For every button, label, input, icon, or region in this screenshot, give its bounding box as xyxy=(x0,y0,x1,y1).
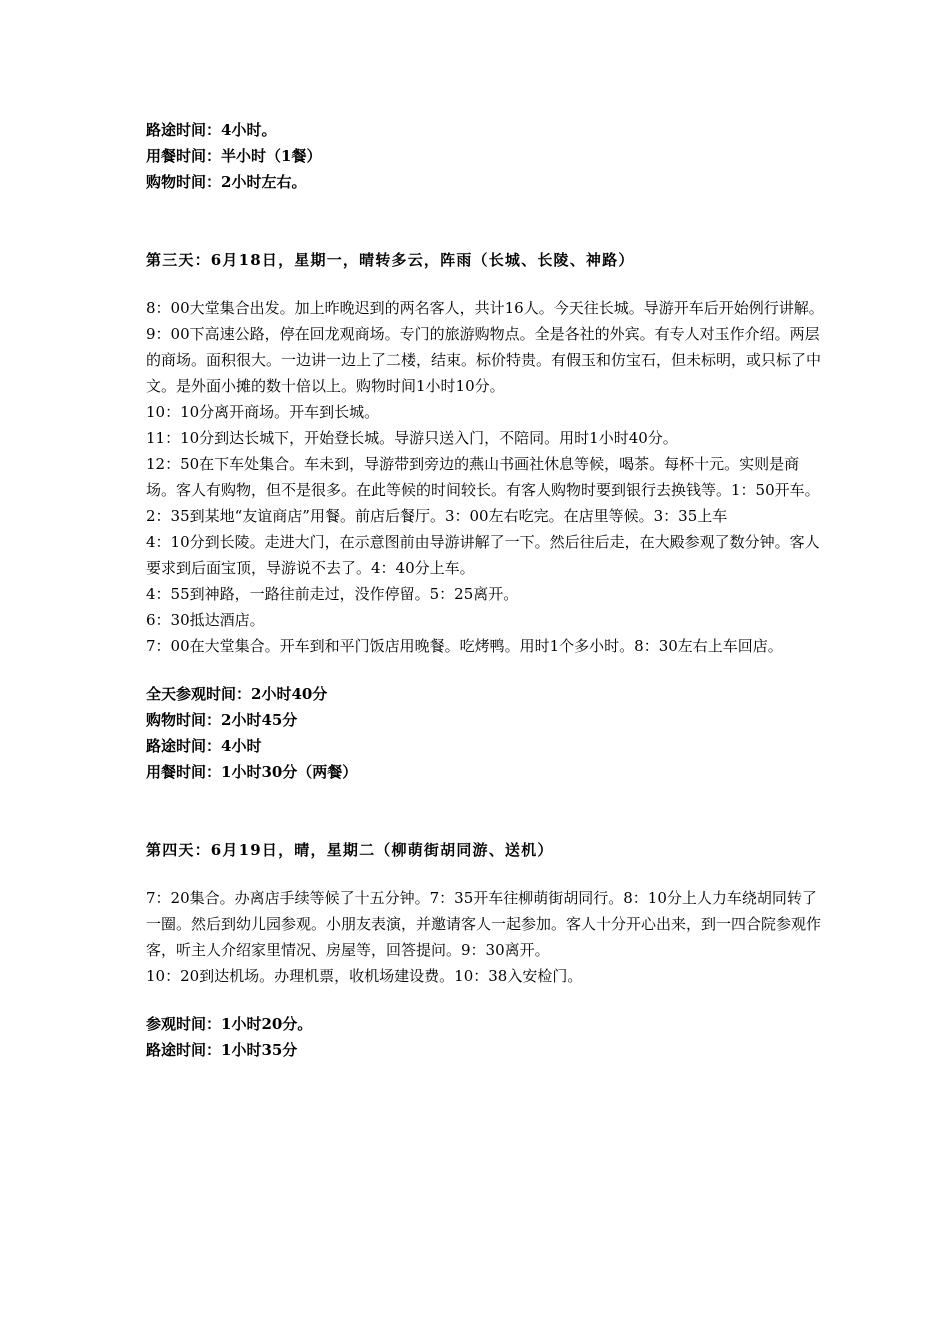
day3-heading: 第三天：6月18日，星期一，晴转多云，阵雨（长城、长陵、神路） xyxy=(146,251,635,269)
day3-paragraph: 4：55到神路，一路往前走过，没作停留。5：25离开。 xyxy=(146,585,519,603)
day3-paragraph: 8：00大堂集合出发。加上昨晚迟到的两名客人，共计16人。今天往长城。导游开车后开始例行讲解。 xyxy=(146,299,824,317)
day4-section xyxy=(146,837,826,1063)
day4-heading: 第四天：6月19日，晴，星期二（柳萌街胡同游、送机） xyxy=(146,841,554,859)
day4-paragraph: 7：20集合。办离店手续等候了十五分钟。7：35开车往柳萌街胡同行。8：10分上人力车绕胡同转了一圈。然后到幼儿园参观。小朋友表演，并邀请客人一起参加。客人十分开心出来，到一四合院参观作客，听主人介绍家里情况、房屋等，回答提问。9：30离开。 xyxy=(146,889,822,959)
summary-line: 路途时间：4小时。 xyxy=(146,121,277,139)
day3-paragraph: 2：35到某地“友谊商店”用餐。前店后餐厅。3：00左右吃完。在店里等候。3：35上车 xyxy=(146,507,728,525)
day4-summary xyxy=(146,1011,826,1063)
day3-paragraph: 11：10分到达长城下，开始登长城。导游只送入门，不陪同。用时1小时40分。 xyxy=(146,429,678,447)
summary-line: 全天参观时间：2小时40分 xyxy=(146,685,328,703)
summary-line: 购物时间：2小时左右。 xyxy=(146,173,307,191)
day3-paragraph: 6：30抵达酒店。 xyxy=(146,611,265,629)
day3-summary xyxy=(146,681,826,785)
summary-line: 路途时间：1小时35分 xyxy=(146,1041,298,1059)
day3-paragraph: 12：50在下车处集合。车未到，导游带到旁边的燕山书画社休息等候，喝茶。每杯十元。实则是商场。客人有购物，但不是很多。在此等候的时间较长。有客人购物时要到银行去换钱等。1：50开车。 xyxy=(146,455,820,499)
summary-line: 路途时间：4小时 xyxy=(146,737,262,755)
summary-line: 参观时间：1小时20分。 xyxy=(146,1015,313,1033)
summary-line: 用餐时间：1小时30分（两餐） xyxy=(146,763,358,781)
day3-paragraph: 10：10分离开商场。开车到长城。 xyxy=(146,403,380,421)
day3-section xyxy=(146,247,826,785)
intro-summary xyxy=(146,117,826,195)
day3-paragraph: 4：10分到长陵。走进大门，在示意图前由导游讲解了一下。然后往后走，在大殿参观了数分钟。客人要求到后面宝顶，导游说不去了。4：40分上车。 xyxy=(146,533,820,577)
day3-paragraph: 7：00在大堂集合。开车到和平门饭店用晚餐。吃烤鸭。用时1个多小时。8：30左右上车回店。 xyxy=(146,637,783,655)
day3-paragraph: 9：00下高速公路，停在回龙观商场。专门的旅游购物点。全是各社的外宾。有专人对玉作介绍。两层的商场。面积很大。一边讲一边上了二楼，结束。标价特贵。有假玉和仿宝石，但未标明，或只标了中文。是外面小摊的数十倍以上。购物时间1小时10分。 xyxy=(146,325,822,395)
summary-line: 用餐时间：半小时（1餐） xyxy=(146,147,322,165)
summary-line: 购物时间：2小时45分 xyxy=(146,711,298,729)
document-body xyxy=(146,117,826,1063)
day4-paragraph: 10：20到达机场。办理机票，收机场建设费。10：38入安检门。 xyxy=(146,967,583,985)
